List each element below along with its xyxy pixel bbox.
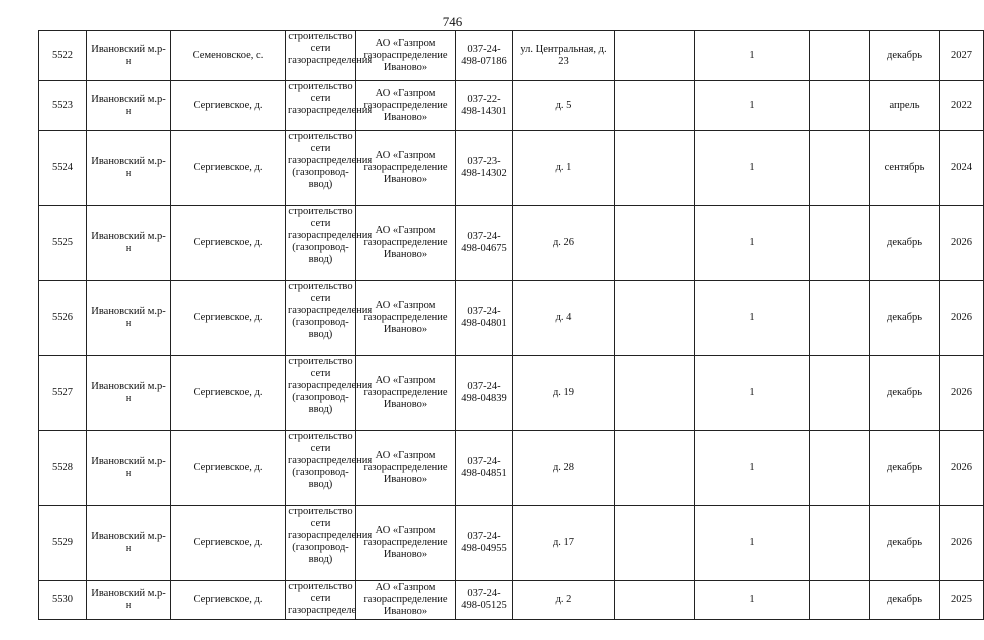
cell-address: д. 4 [513, 281, 615, 356]
cell-month: сентябрь [870, 131, 940, 206]
cell-month: декабрь [870, 206, 940, 281]
cell-owner: АО «Газпром газораспределение Иваново» [356, 206, 456, 281]
cell-count: 1 [695, 506, 810, 581]
cell-code: 037-24-498-04801 [456, 281, 513, 356]
cell-owner: АО «Газпром газораспределение Иваново» [356, 581, 456, 620]
cell-year: 2025 [940, 581, 984, 620]
cell-count: 1 [695, 281, 810, 356]
cell-year: 2026 [940, 431, 984, 506]
cell-locality: Сергиевское, д. [171, 206, 286, 281]
table-row [39, 206, 984, 281]
cell-district: Ивановский м.р-н [87, 581, 171, 620]
cell-owner: АО «Газпром газораспределение Иваново» [356, 81, 456, 131]
cell-year: 2022 [940, 81, 984, 131]
cell-code: 037-24-498-04839 [456, 356, 513, 431]
cell-count: 1 [695, 206, 810, 281]
cell-address: д. 19 [513, 356, 615, 431]
gasification-registry-table [38, 30, 984, 620]
cell-code: 037-22-498-14301 [456, 81, 513, 131]
cell-year: 2026 [940, 206, 984, 281]
cell-blank [810, 131, 870, 206]
cell-extra [615, 206, 695, 281]
cell-blank [810, 431, 870, 506]
cell-owner: АО «Газпром газораспределение Иваново» [356, 356, 456, 431]
cell-owner: АО «Газпром газораспределение Иваново» [356, 131, 456, 206]
table-row [39, 131, 984, 206]
cell-locality: Сергиевское, д. [171, 131, 286, 206]
cell-extra [615, 281, 695, 356]
cell-district: Ивановский м.р-н [87, 81, 171, 131]
cell-number: 5524 [39, 131, 87, 206]
cell-purpose: строительство сети газораспределения (газопровод-ввод) [286, 206, 356, 281]
table-row [39, 81, 984, 131]
cell-month: декабрь [870, 581, 940, 620]
cell-purpose: строительство сети газораспределения (газопровод-ввод) [286, 356, 356, 431]
cell-owner: АО «Газпром газораспределение Иваново» [356, 506, 456, 581]
cell-year: 2026 [940, 356, 984, 431]
cell-year: 2024 [940, 131, 984, 206]
cell-extra [615, 581, 695, 620]
cell-number: 5526 [39, 281, 87, 356]
cell-number: 5530 [39, 581, 87, 620]
cell-address: д. 17 [513, 506, 615, 581]
cell-district: Ивановский м.р-н [87, 131, 171, 206]
table-row [39, 281, 984, 356]
cell-purpose: строительство сети газораспределе [286, 581, 356, 620]
cell-address: д. 5 [513, 81, 615, 131]
cell-month: декабрь [870, 506, 940, 581]
cell-year: 2026 [940, 281, 984, 356]
cell-extra [615, 81, 695, 131]
cell-count: 1 [695, 431, 810, 506]
cell-blank [810, 206, 870, 281]
cell-locality: Сергиевское, д. [171, 356, 286, 431]
cell-count: 1 [695, 131, 810, 206]
table-row [39, 506, 984, 581]
cell-code: 037-24-498-07186 [456, 31, 513, 81]
cell-address: д. 28 [513, 431, 615, 506]
page-number: 746 [442, 14, 463, 29]
cell-purpose: строительство сети газораспределения [286, 81, 356, 131]
cell-month: декабрь [870, 281, 940, 356]
table-row [39, 31, 984, 81]
cell-locality: Сергиевское, д. [171, 506, 286, 581]
cell-month: декабрь [870, 31, 940, 81]
cell-owner: АО «Газпром газораспределение Иваново» [356, 281, 456, 356]
cell-blank [810, 31, 870, 81]
cell-address: д. 2 [513, 581, 615, 620]
cell-year: 2027 [940, 31, 984, 81]
cell-district: Ивановский м.р-н [87, 431, 171, 506]
cell-blank [810, 506, 870, 581]
table-row [39, 581, 984, 620]
cell-district: Ивановский м.р-н [87, 506, 171, 581]
cell-code: 037-24-498-04851 [456, 431, 513, 506]
cell-code: 037-24-498-05125 [456, 581, 513, 620]
cell-blank [810, 81, 870, 131]
cell-number: 5522 [39, 31, 87, 81]
cell-number: 5527 [39, 356, 87, 431]
cell-locality: Семеновское, с. [171, 31, 286, 81]
cell-purpose: строительство сети газораспределения (газопровод-ввод) [286, 506, 356, 581]
cell-year: 2026 [940, 506, 984, 581]
cell-extra [615, 431, 695, 506]
cell-number: 5523 [39, 81, 87, 131]
cell-code: 037-24-498-04955 [456, 506, 513, 581]
cell-count: 1 [695, 581, 810, 620]
cell-purpose: строительство сети газораспределения (газопровод-ввод) [286, 431, 356, 506]
table-row [39, 431, 984, 506]
cell-blank [810, 281, 870, 356]
cell-address: д. 1 [513, 131, 615, 206]
cell-month: декабрь [870, 431, 940, 506]
cell-locality: Сергиевское, д. [171, 431, 286, 506]
cell-purpose: строительство сети газораспределения [286, 31, 356, 81]
cell-purpose: строительство сети газораспределения (газопровод-ввод) [286, 131, 356, 206]
cell-count: 1 [695, 31, 810, 81]
cell-month: апрель [870, 81, 940, 131]
cell-code: 037-24-498-04675 [456, 206, 513, 281]
cell-district: Ивановский м.р-н [87, 31, 171, 81]
cell-number: 5528 [39, 431, 87, 506]
cell-code: 037-23-498-14302 [456, 131, 513, 206]
cell-extra [615, 31, 695, 81]
cell-extra [615, 506, 695, 581]
cell-locality: Сергиевское, д. [171, 281, 286, 356]
cell-number: 5529 [39, 506, 87, 581]
cell-address: ул. Центральная, д. 23 [513, 31, 615, 81]
cell-extra [615, 131, 695, 206]
cell-blank [810, 356, 870, 431]
cell-address: д. 26 [513, 206, 615, 281]
cell-district: Ивановский м.р-н [87, 281, 171, 356]
cell-locality: Сергиевское, д. [171, 81, 286, 131]
cell-count: 1 [695, 81, 810, 131]
cell-district: Ивановский м.р-н [87, 206, 171, 281]
cell-count: 1 [695, 356, 810, 431]
cell-owner: АО «Газпром газораспределение Иваново» [356, 431, 456, 506]
cell-number: 5525 [39, 206, 87, 281]
cell-month: декабрь [870, 356, 940, 431]
cell-district: Ивановский м.р-н [87, 356, 171, 431]
cell-owner: АО «Газпром газораспределение Иваново» [356, 31, 456, 81]
cell-extra [615, 356, 695, 431]
cell-locality: Сергиевское, д. [171, 581, 286, 620]
table-row [39, 356, 984, 431]
cell-blank [810, 581, 870, 620]
cell-purpose: строительство сети газораспределения (газопровод-ввод) [286, 281, 356, 356]
